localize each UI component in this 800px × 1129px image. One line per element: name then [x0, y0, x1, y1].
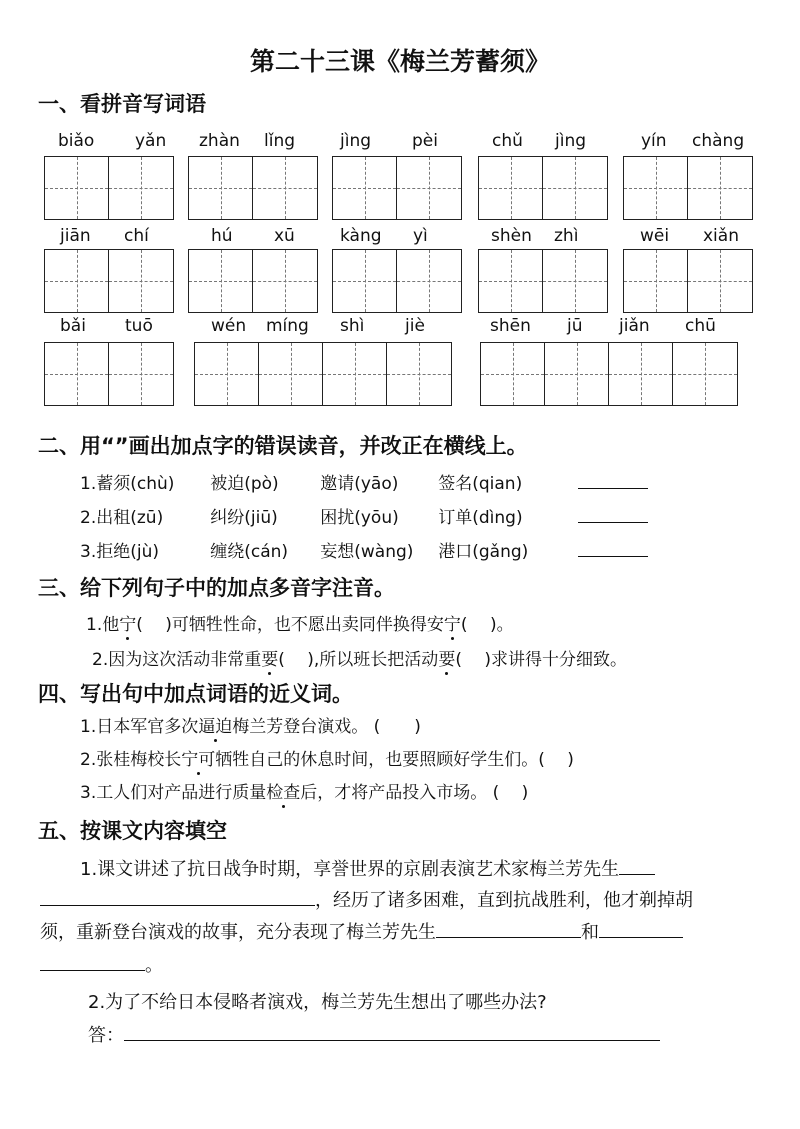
pinyin: jiǎn [619, 316, 650, 336]
question-row [80, 778, 528, 803]
answer-blank[interactable] [436, 919, 581, 938]
dotted-char: 要 [438, 650, 456, 670]
answer-blank[interactable] [619, 856, 655, 875]
page-title: 第二十三课《梅兰芳蓄须》 [249, 47, 550, 76]
word: 妄想(wàng) [320, 542, 414, 562]
word: 拒绝(jù) [96, 542, 159, 562]
writing-box-group[interactable] [332, 156, 462, 220]
sentence-text: ( )求讲得十分细致。 [455, 650, 627, 670]
writing-box-group[interactable] [188, 156, 318, 220]
answer-blank[interactable] [578, 504, 648, 523]
question-2: 2.为了不给日本侵略者演戏，梅兰芳先生想出了哪些办法? [88, 992, 547, 1013]
pinyin: kàng [340, 226, 382, 246]
dotted-word: 逼迫 [198, 717, 233, 737]
writing-box-group[interactable] [480, 342, 738, 406]
question-row [80, 712, 421, 737]
answer-blank[interactable] [599, 919, 683, 938]
pinyin: wēi [640, 226, 670, 246]
question-number: 3. [80, 542, 97, 562]
sentence-text: 牺牲自己的休息时间，也要照顾好学生们。( ) [215, 750, 574, 770]
pinyin: xū [274, 226, 295, 246]
pinyin: jiān [60, 226, 91, 246]
pinyin: xiǎn [703, 226, 739, 246]
answer-blank[interactable] [124, 1022, 660, 1041]
question-number: 1. [80, 474, 97, 494]
pinyin: shì [340, 316, 365, 336]
pinyin: hú [211, 226, 233, 246]
pinyin: zhàn [199, 131, 240, 151]
word: 出租(zū) [96, 508, 164, 528]
sentence-text: ( ),所以班长把活动 [278, 650, 439, 670]
sentence-text: ，经历了诸多困难，直到抗战胜利，他才剃掉胡 [315, 890, 693, 911]
answer-blank[interactable] [578, 538, 648, 557]
sentence-text: 和 [581, 922, 599, 943]
writing-box-group[interactable] [44, 156, 174, 220]
question-row [80, 537, 648, 562]
word: 被迫(pò) [210, 474, 279, 494]
section1-heading: 一、看拼音写词语 [38, 92, 206, 116]
pinyin: jìng [555, 131, 587, 151]
fill-line [40, 950, 163, 981]
pinyin: tuō [125, 316, 153, 336]
writing-box-group[interactable] [44, 342, 174, 406]
sentence-text: 2.张桂梅校长 [80, 750, 182, 770]
question-row [86, 610, 514, 635]
pinyin: chàng [692, 131, 745, 151]
pinyin: míng [266, 316, 309, 336]
section3-heading: 三、给下列句子中的加点多音字注音。 [38, 576, 395, 600]
question-row [92, 645, 627, 670]
question-row [80, 745, 574, 770]
section5-heading: 五、按课文内容填空 [38, 819, 227, 843]
sentence-text: 后，才将产品投入市场。 ( ) [300, 783, 529, 803]
pinyin: jiè [405, 316, 425, 336]
sentence-text: 须，重新登台演戏的故事，充分表现了梅兰芳先生 [40, 922, 436, 943]
pinyin: chǔ [492, 131, 523, 151]
pinyin: yǎn [135, 131, 167, 151]
answer-label: 答： [88, 1025, 124, 1046]
sentence-text: ( )可牺牲性命，也不愿出卖同伴换得安 [136, 615, 444, 635]
word: 邀请(yāo) [320, 474, 399, 494]
dotted-char: 宁 [119, 615, 137, 635]
word: 订单(dìng) [438, 508, 523, 528]
writing-box-group[interactable] [478, 156, 608, 220]
answer-blank[interactable] [40, 887, 315, 906]
fill-line [80, 854, 655, 885]
pinyin: pèi [412, 131, 438, 151]
sentence-text: 梅兰芳登台演戏。 ( ) [232, 717, 421, 737]
answer-blank[interactable] [578, 470, 648, 489]
question-row [80, 503, 648, 528]
sentence-text: 1.他 [86, 615, 120, 635]
pinyin: wén [211, 316, 247, 336]
pinyin: chí [124, 226, 149, 246]
sentence-text: 1.日本军官多次 [80, 717, 199, 737]
pinyin: shēn [490, 316, 531, 336]
pinyin: zhì [554, 226, 579, 246]
sentence-text: 1.课文讲述了抗日战争时期，享誉世界的京剧表演艺术家梅兰芳先生 [80, 859, 620, 880]
fill-line [40, 917, 683, 948]
writing-box-group[interactable] [478, 249, 608, 313]
pinyin: shèn [491, 226, 532, 246]
word: 蓄须(chù) [96, 474, 175, 494]
answer-line [88, 1020, 660, 1051]
writing-box-group[interactable] [44, 249, 174, 313]
answer-blank[interactable] [40, 952, 145, 971]
sentence-text: 3.工人们对产品进行质量 [80, 783, 267, 803]
sentence-text: 。 [145, 955, 163, 976]
section4-heading: 四、写出句中加点词语的近义词。 [38, 682, 353, 706]
sentence-text: 2.因为这次活动非常重 [92, 650, 262, 670]
word: 困扰(yōu) [320, 508, 399, 528]
pinyin: chū [685, 316, 716, 336]
writing-box-group[interactable] [332, 249, 462, 313]
word: 签名(qian) [438, 474, 523, 494]
dotted-word: 检查 [266, 783, 301, 803]
section2-heading: 二、用“”画出加点字的错误读音，并改正在横线上。 [38, 434, 528, 458]
question-number: 2. [80, 508, 97, 528]
pinyin: lǐng [264, 131, 296, 151]
pinyin: yín [641, 131, 667, 151]
dotted-char: 宁 [443, 615, 461, 635]
sentence-text: ( )。 [460, 615, 514, 635]
writing-box-group[interactable] [623, 249, 753, 313]
writing-box-group[interactable] [623, 156, 753, 220]
writing-box-group[interactable] [188, 249, 318, 313]
word: 港口(gǎng) [438, 542, 529, 562]
pinyin: yì [413, 226, 428, 246]
question-row [80, 469, 648, 494]
dotted-word: 宁可 [181, 750, 216, 770]
pinyin: jū [567, 316, 583, 336]
pinyin: jìng [340, 131, 372, 151]
writing-box-group[interactable] [194, 342, 452, 406]
word: 缠绕(cán) [210, 542, 289, 562]
word: 纠纷(jiū) [210, 508, 278, 528]
pinyin: bǎi [60, 316, 86, 336]
pinyin: biǎo [58, 131, 95, 151]
fill-line [40, 885, 693, 916]
dotted-char: 要 [261, 650, 279, 670]
